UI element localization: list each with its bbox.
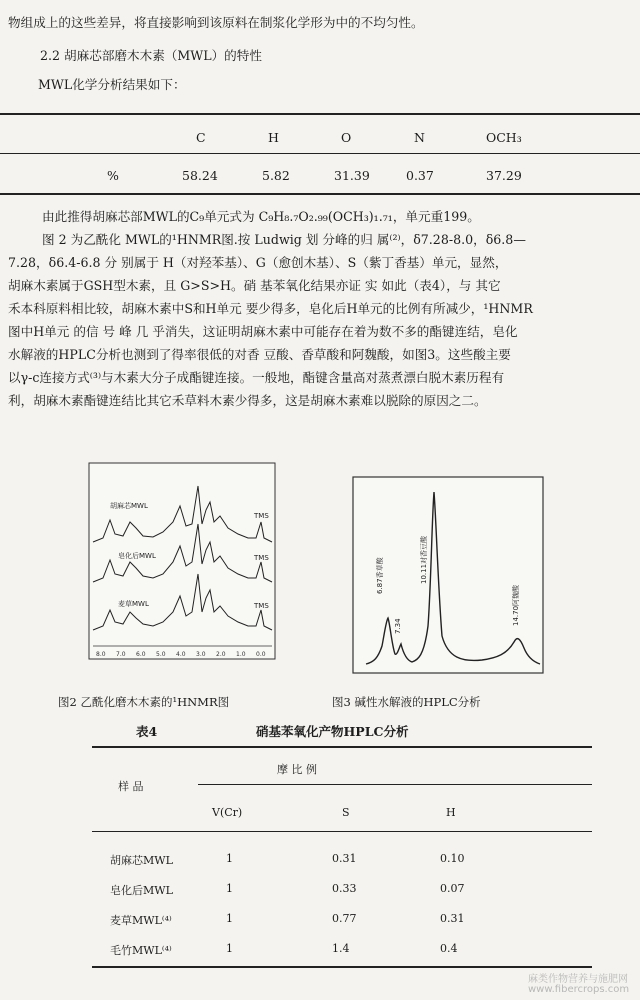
body-line: 由此推得胡麻芯部MWL的C₉单元式为 C₉H₈.₇O₂.₉₉(OCH₃)₁.₇₁，单元重199。 <box>42 209 480 224</box>
fig2-tick: 2.0 <box>216 651 226 658</box>
table-4-header-h: H <box>446 806 456 819</box>
table-row-h: 0.31 <box>440 912 465 925</box>
spectrum-label: 皂化后MWL <box>118 552 156 560</box>
mwl-intro: MWL化学分析结果如下： <box>38 77 186 92</box>
table-4-header-rule <box>92 831 592 832</box>
fig2-tick: 6.0 <box>136 651 146 658</box>
spectrum-label: 胡麻芯MWL <box>110 502 148 510</box>
section-title: 2.2 胡麻芯部磨木木素（MWL）的特性 <box>40 48 262 63</box>
table-row-v: 1 <box>226 852 233 865</box>
table-4-header-sample: 样 品 <box>118 780 144 793</box>
body-line: 水解液的HPLC分析也测到了得率很低的对香 豆酸、香草酸和阿魏酸，如图3。这些酸主要 <box>8 347 511 362</box>
fig2-tick: 3.0 <box>196 651 206 658</box>
fig2-tick: 0.0 <box>256 651 266 658</box>
table-row-v: 1 <box>226 882 233 895</box>
hplc-peak-label: 10.11对香豆酸 <box>420 535 428 584</box>
value-o: 31.39 <box>334 168 370 183</box>
tms-label: TMS <box>254 512 269 520</box>
table-4-sub-rule <box>198 784 592 785</box>
fig2-tick: 1.0 <box>236 651 246 658</box>
body-line: 7.28，δ6.4-6.8 分 别属于 H（对羟苯基）、G（愈创木基）、S（紫丁香基）单元，显然， <box>8 255 508 270</box>
table-row-s: 0.33 <box>332 882 357 895</box>
table-bottom-rule <box>0 193 640 195</box>
table-row-h: 0.10 <box>440 852 465 865</box>
body-paragraph <box>8 208 533 410</box>
table-row-s: 0.77 <box>332 912 357 925</box>
table-4-header-ratio: 摩 比 例 <box>277 763 317 776</box>
body-line: 以γ-c连接方式⁽³⁾与木素大分子成酯键连接。一般地，酯键含量高对蒸煮漂白脱木素历程有 <box>8 370 505 385</box>
table-row-s: 1.4 <box>332 942 350 955</box>
hplc-peak-label: 7.34 <box>394 618 402 634</box>
header-och3: OCH₃ <box>486 130 522 145</box>
header-n: N <box>414 130 425 145</box>
fig2-frame <box>89 463 275 659</box>
figure-2-caption: 图2 乙酰化磨木木素的¹HNMR图 <box>58 695 230 709</box>
body-line: 胡麻木素属于GSH型木素，且 G>S>H。硝 基苯氧化结果亦证 实 如此（表4），与 其它 <box>8 278 501 293</box>
row-label: % <box>107 168 119 183</box>
header-h: H <box>268 130 279 145</box>
tms-label: TMS <box>254 554 269 562</box>
body-line: 图 2 为乙酰化 MWL的¹HNMR图.按 Ludwig 划 分峰的归 属⁽²⁾，δ7.28-8.0，δ6.8— <box>42 232 526 247</box>
intro-line: 物组成上的这些差异，将直接影响到该原料在制浆化学形为中的不均匀性。 <box>8 15 424 30</box>
value-n: 0.37 <box>406 168 434 183</box>
figure-3-caption: 图3 碱性水解液的HPLC分析 <box>332 695 481 709</box>
table-4-title: 硝基苯氧化产物HPLC分析 <box>256 724 409 739</box>
body-line: 禾本科原料相比较，胡麻木素中S和H单元 要少得多，皂化后H单元的比例有所减少，¹HNMR <box>8 301 533 316</box>
value-c: 58.24 <box>182 168 218 183</box>
table-4-header-v: V(Cr) <box>212 806 243 819</box>
hplc-peak-label: 6.87香草酸 <box>376 557 384 594</box>
fig2-tick: 4.0 <box>176 651 186 658</box>
table-top-rule <box>0 113 640 115</box>
table-4-bottom-rule <box>92 966 592 968</box>
table-row-h: 0.4 <box>440 942 458 955</box>
table-row-sample: 皂化后MWL <box>110 884 173 897</box>
tms-label: TMS <box>254 602 269 610</box>
table-4-label: 表4 <box>136 724 158 739</box>
fig2-tick: 8.0 <box>96 651 106 658</box>
table-row-sample: 麦草MWL⁽⁴⁾ <box>110 914 172 927</box>
body-line: 利，胡麻木素酯键连结比其它禾草料木素少得多，这是胡麻木素难以脱除的原因之二。 <box>8 393 487 408</box>
table-row-v: 1 <box>226 912 233 925</box>
header-o: O <box>341 130 352 145</box>
table-mid-rule <box>0 153 640 154</box>
hplc-peak-label: 14.70阿魏酸 <box>512 584 520 626</box>
table-4-header-s: S <box>342 806 350 819</box>
watermark-title: 麻类作物营养与施肥网 <box>528 974 628 985</box>
table-row-s: 0.31 <box>332 852 357 865</box>
spectrum-label: 麦草MWL <box>118 600 149 608</box>
table-row-v: 1 <box>226 942 233 955</box>
body-line: 图中H单元 的信 号 峰 几 乎消失，这证明胡麻木素中可能存在着为数不多的酯键连结，皂化 <box>8 324 518 339</box>
fig2-tick: 5.0 <box>156 651 166 658</box>
table-row-sample: 胡麻芯MWL <box>110 854 173 867</box>
table-row-h: 0.07 <box>440 882 465 895</box>
table-4-top-rule <box>92 746 592 748</box>
fig2-tick: 7.0 <box>116 651 126 658</box>
watermark-url: www.fibercrops.com <box>528 984 630 995</box>
figure-2-nmr-spectra <box>88 462 278 672</box>
value-h: 5.82 <box>262 168 290 183</box>
table-row-sample: 毛竹MWL⁽⁴⁾ <box>110 944 172 957</box>
value-och3: 37.29 <box>486 168 522 183</box>
header-c: C <box>196 130 206 145</box>
figure-3-hplc-chromatogram <box>352 476 546 678</box>
